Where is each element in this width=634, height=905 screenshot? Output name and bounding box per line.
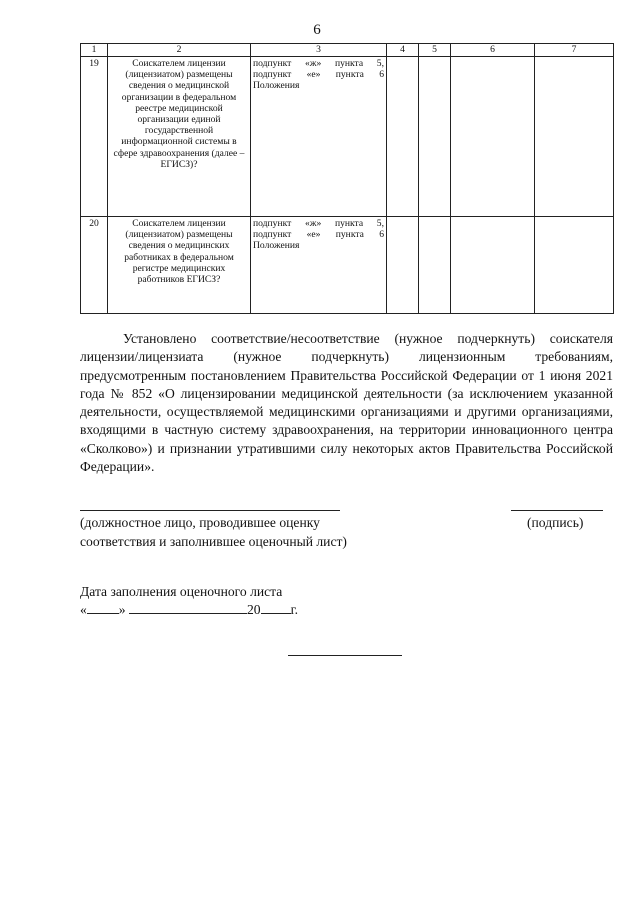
official-signature-line bbox=[80, 510, 340, 511]
empty-cell bbox=[535, 57, 614, 217]
column-header: 4 bbox=[387, 44, 419, 57]
row-number: 19 bbox=[81, 57, 108, 217]
column-header: 5 bbox=[419, 44, 451, 57]
assessment-table bbox=[80, 43, 614, 314]
empty-cell bbox=[419, 57, 451, 217]
legal-reference: подпункт «ж» пункта 5, подпункт «е» пункта 6 Положения bbox=[251, 217, 387, 314]
table-row bbox=[81, 57, 614, 217]
compliance-statement: Установлено соответствие/несоответствие (нужное подчеркнуть) соискателя лицензии/лицензиата (нужное подчеркнуть) лицензионным требованиям, предусмотренным постановлением Правительства Российской Федерации от 1 июня 2021 года № 852 «О лицензировании медицинской деятельности (за исключением указанной деятельности, осуществляемой медицинскими организациями и другими организациями, входящими в частную систему здравоохранения, на территории инновационного центра «Сколково») и признании утратившими силу некоторых актов Правительства Российской Федерации». bbox=[80, 331, 613, 475]
century-text: 20 bbox=[247, 602, 261, 617]
legal-reference: подпункт «ж» пункта 5, подпункт «е» пункта 6 Положения bbox=[251, 57, 387, 217]
day-blank bbox=[87, 600, 119, 614]
year-suffix: г. bbox=[290, 602, 299, 617]
year-blank bbox=[261, 600, 291, 614]
open-quote: « bbox=[80, 602, 87, 617]
page-number: 6 bbox=[313, 22, 321, 38]
official-label: (должностное лицо, проводившее оценку соответствия и заполнившее оценочный лист) bbox=[80, 515, 347, 549]
table-row bbox=[81, 217, 614, 314]
column-header: 2 bbox=[108, 44, 251, 57]
column-header: 6 bbox=[451, 44, 535, 57]
column-header: 1 bbox=[81, 44, 108, 57]
empty-cell bbox=[535, 217, 614, 314]
month-blank bbox=[129, 600, 247, 614]
empty-cell bbox=[451, 217, 535, 314]
closing-rule bbox=[288, 655, 402, 656]
table-header-row bbox=[81, 44, 614, 57]
fill-date-template bbox=[80, 600, 298, 619]
column-header: 3 bbox=[251, 44, 387, 57]
row-number: 20 bbox=[81, 217, 108, 314]
empty-cell bbox=[419, 217, 451, 314]
signature-line bbox=[511, 510, 603, 511]
empty-cell bbox=[387, 217, 419, 314]
fill-date-label: Дата заполнения оценочного листа bbox=[80, 584, 283, 599]
empty-cell bbox=[387, 57, 419, 217]
column-header: 7 bbox=[535, 44, 614, 57]
requirement-text: Соискателем лицензии (лицензиатом) размещены сведения о медицинской организации в федеральном реестре медицинской организации единой государственной информационной системы в сфере здравоохранения (далее – ЕГИСЗ)? bbox=[108, 57, 251, 217]
close-quote: » bbox=[118, 602, 126, 617]
requirement-text: Соискателем лицензии (лицензиатом) размещены сведения о медицинских работниках в федеральном регистре медицинских работников ЕГИСЗ? bbox=[108, 217, 251, 314]
signature-label: (подпись) bbox=[527, 515, 584, 530]
empty-cell bbox=[451, 57, 535, 217]
